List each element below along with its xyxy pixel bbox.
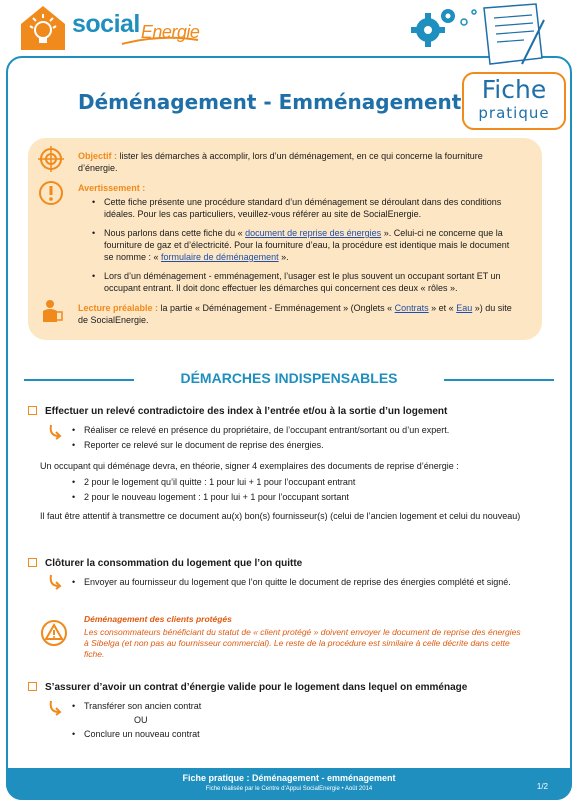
list-item: • 2 pour le nouveau logement : 1 pour lui + 1 pour l’occupant sortant (72, 491, 542, 503)
link-contrats[interactable]: Contrats (394, 303, 429, 313)
target-icon (38, 146, 64, 172)
avertissement-list (92, 196, 512, 301)
brand-logo-text: social$_{Energie}$ (72, 10, 200, 42)
lecture-prealable-text: Lecture préalable : la partie « Déménagement - Emménagement » (Onglets « Contrats » et « Eau ») du site de SocialEnergie. (78, 303, 512, 325)
section3-ou: OU (134, 715, 148, 725)
avertissement-label: Avertissement : (78, 183, 146, 193)
list-item: • Reporter ce relevé sur le document de reprise des énergies. (72, 439, 542, 451)
list-item: • Cette fiche présente une procédure standard d’un déménagement se déroulant dans des conditions idéales. Pour les cas particuliers, veuillez-vous référer au site de SocialEnergie. (92, 196, 512, 220)
exclamation-icon (38, 180, 64, 206)
warning-icon (40, 620, 68, 646)
section3-title: S’assurer d’avoir un contrat d’énergie valide pour le logement dans lequel on emménage (28, 682, 467, 693)
page-title: Déménagement - Emménagement (78, 90, 462, 114)
list-item: • 2 pour le logement qu’il quitte : 1 pour lui + 1 pour l’occupant entrant (72, 476, 542, 488)
arrow-icon (48, 574, 62, 590)
section1-para1: Un occupant qui déménage devra, en théorie, signer 4 exemplaires des documents de reprise d’énergie : (40, 461, 459, 471)
fiche-pratique-badge (462, 72, 566, 130)
list-item: • Transférer son ancien contrat (72, 700, 522, 712)
footer (6, 768, 572, 800)
checkbox-icon (28, 406, 37, 415)
footer-title: Fiche pratique : Déménagement - emménagement (182, 773, 396, 783)
warning-text: Les consommateurs bénéficiant du statut de « client protégé » doivent envoyer le document de reprise des énergies à Sibelga (et non pas au fournisseur commercial). Le reste de la procédure est similaire à celle décrite dans cette fiche. (84, 627, 521, 659)
list-item: • Réaliser ce relevé en présence du propriétaire, de l’occupant entrant/sortant ou d’un expert. (72, 424, 542, 436)
arrow-icon (48, 424, 62, 440)
section1-para2: Il faut être attentif à transmettre ce document au(x) bon(s) fournisseur(s) (celui de l’ancien logement et celui du nouveau) (40, 511, 521, 521)
badge-line2: pratique (478, 104, 550, 122)
link-document-reprise[interactable]: document de reprise des énergies (245, 228, 382, 238)
info-box (28, 138, 542, 340)
warning-title: Déménagement des clients protégés (84, 614, 232, 624)
checkbox-icon (28, 682, 37, 691)
checkbox-icon (28, 558, 37, 567)
link-formulaire-demenagement[interactable]: formulaire de déménagement (161, 252, 279, 262)
section1-bullets (72, 424, 542, 454)
section2-title: Clôturer la consommation du logement que l’on quitte (28, 558, 302, 569)
section1-bullets2 (72, 476, 542, 506)
arrow-icon (48, 700, 62, 716)
section3-bullets2 (72, 728, 522, 743)
section2-bullets (72, 576, 522, 591)
section3-bullets (72, 700, 522, 715)
list-item: • Conclure un nouveau contrat (72, 728, 522, 740)
link-eau[interactable]: Eau (456, 303, 473, 313)
gears-document-icon (404, 2, 554, 76)
section1-title: Effectuer un relevé contradictoire des index à l’entrée et/ou à la sortie d’un logement (28, 406, 447, 417)
page-number: 1/2 (536, 782, 548, 791)
list-item: • Nous parlons dans cette fiche du « document de reprise des énergies ». Celui-ci ne concerne que la fourniture de gaz et d’électricité. Pour la fourniture d’eau, la procédure est identique mais le document se nomme : « formulaire de déménagement ». (92, 227, 512, 263)
reading-icon (40, 298, 64, 324)
list-item: • Lors d’un déménagement - emménagement, l’usager est le plus souvent un occupant sortant ET un occupant entrant. Il doit donc effectuer les démarches qui concernent ces deux « rôles ». (92, 270, 512, 294)
section-header (24, 370, 554, 388)
section-title: DÉMARCHES INDISPENSABLES (180, 370, 398, 386)
footer-credit: Fiche réalisée par le Centre d’Appui SocialEnergie • Août 2014 (205, 786, 373, 792)
list-item: • Envoyer au fournisseur du logement que l’on quitte le document de reprise des énergies complété et signé. (72, 576, 522, 588)
logo-swoosh-icon (120, 36, 200, 46)
badge-line1: Fiche (481, 75, 547, 104)
logo-house-icon (18, 4, 68, 52)
objectif-text: Objectif : lister les démarches à accomplir, lors d’un déménagement, en ce qui concerne la fourniture d’énergie. (78, 151, 483, 173)
